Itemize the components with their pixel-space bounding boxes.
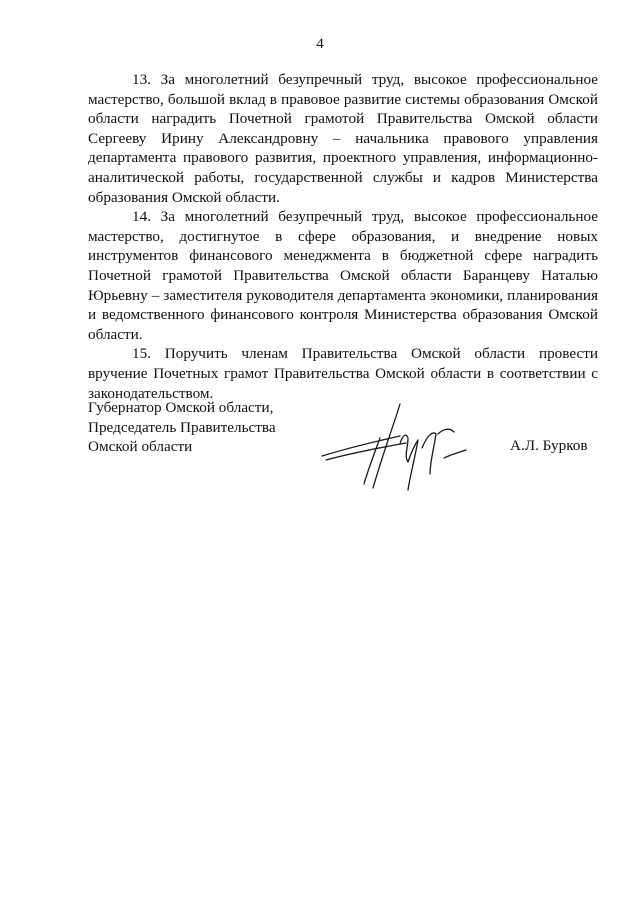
paragraph-13: 13. За многолетний безупречный труд, высокое профессиональное мастерство, большой вклад в правовое развитие системы образования Омской области наградить Почетной грамотой Правительства Омской области Сергееву Ирину Александровну – начальника правового управления департамента правового развития, проектного управления, информационно-аналитической работы, государственной службы и кадров Министерства образования Омской области.	[88, 71, 598, 206]
paragraph-14: 14. За многолетний безупречный труд, высокое профессиональное мастерство, достигнутое в сфере образования, и внедрение новых инструментов финансового менеджмента в бюджетной сфере наградить Почетной грамотой Правительства Омской области Баранцеву Наталью Юрьевну – заместителя руководителя департамента экономики, планирования и ведомственного финансового контроля Министерства образования Омской области.	[88, 208, 598, 343]
paragraph-15: 15. Поручить членам Правительства Омской области провести вручение Почетных грамот Правительства Омской области в соответствии с законодательством.	[88, 345, 598, 402]
document-body	[88, 70, 598, 403]
position-line-1: Губернатор Омской области,	[88, 399, 274, 416]
signer-name: А.Л. Бурков	[510, 437, 588, 454]
signatory-position	[88, 398, 276, 457]
page-number: 4	[316, 36, 324, 52]
handwritten-signature-icon	[318, 398, 468, 494]
position-line-2: Председатель Правительства	[88, 418, 276, 436]
position-line-3: Омской области	[88, 438, 193, 456]
